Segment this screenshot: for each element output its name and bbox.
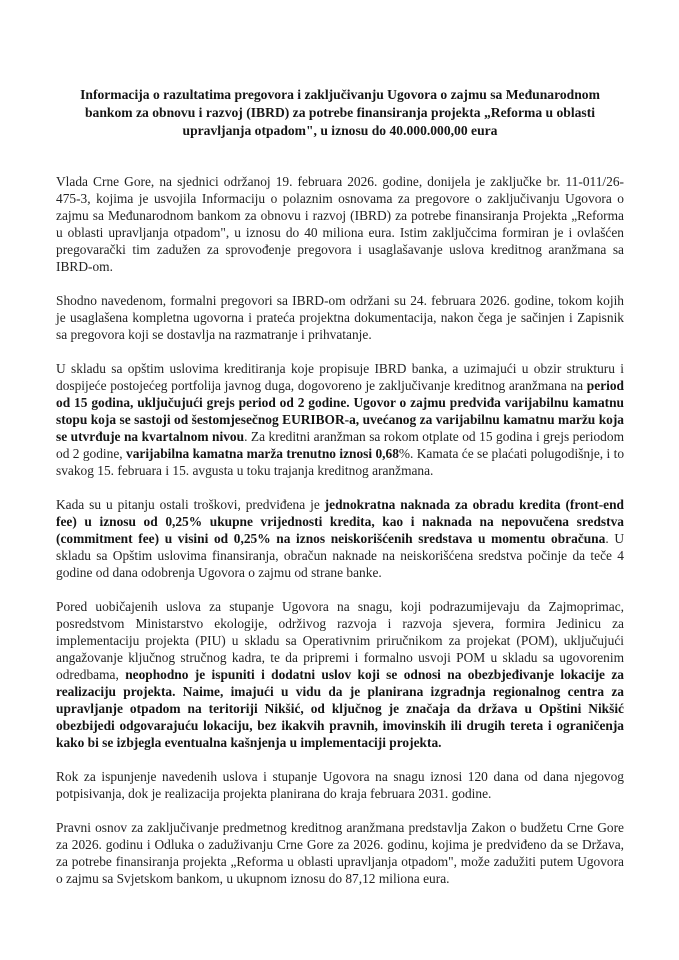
paragraph-text: Pored uobičajenih uslova za stupanje Ugovora na snagu, koji podrazumijevaju da Zajmoprimac, posredstvom Ministarstvo ekologije, održivog razvoja i razvoja sjevera, formira Jedinicu za implementaciju projekta (PIU) u skladu sa Operativnim priručnikom za projekat (POM), uključujući angažovanje ključnog stručnog kadra, te da pripremi i formalno usvoji POM u skladu sa ugovorenim odredbama,	[56, 599, 624, 682]
paragraph-text: . Za kreditni aranžman sa rokom otplate od 15 godina i grejs periodom od 2 godine,	[56, 429, 624, 461]
paragraph-deadline	[56, 768, 624, 802]
paragraph-legal-basis	[56, 819, 624, 887]
paragraph-text-bold: jednokratna naknada za obradu kredita (front-end fee) u iznosu od 0,25% ukupne vrijednosti kredita, kao i naknada na nepovučena sredstva (commitment fee) u visini od 0,25% na iznos neiskorišćenih sredstava u momentu obračuna	[56, 497, 624, 546]
document-body	[56, 173, 624, 904]
paragraph-conditions	[56, 598, 624, 751]
paragraph-text: U skladu sa opštim uslovima kreditiranja koje propisuje IBRD banka, a uzimajući u obzir strukturu i dospijeće postojećeg portfolija javnog duga, dogovoreno je zaključivanje kreditnog aranžmana na	[56, 361, 624, 393]
paragraph-text: %. Kamata će se plaćati polugodišnje, i to svakog 15. februara i 15. avgusta u toku trajanja kreditnog aranžmana.	[56, 446, 625, 478]
paragraph-text-bold: neophodno je ispuniti i dodatni uslov koji se odnosi na obezbjeđivanje lokacije za realizaciju projekta. Naime, imajući u vidu da je planirana izgradnja regionalnog centra za upravljanje otpadom na teritoriji Nikšić, od ključnog je značaja da država u Opštini Nikšić obezbijedi odgovarajuću lokaciju, bez ikakvih pravnih, imovinskih ili drugih tereta i ograničenja kako bi se izbjegla eventualna kašnjenja u implementaciji projekta.	[56, 667, 624, 750]
paragraph-text: Shodno navedenom, formalni pregovori sa IBRD-om održani su 24. februara 2026. godine, tokom kojih je usaglašena kompletna ugovorna i prateća projektna dokumentacija, nakon čega je sačinjen i Zapisnik sa pregovora koji se dostavlja na razmatranje i prihvatanje.	[56, 293, 624, 342]
document-title: Informacija o razultatima pregovora i zaključivanju Ugovora o zajmu sa Međunarodnom bankom za obnovu i razvoj (IBRD) za potrebe finansiranja projekta „Reforma u oblasti upravljanja otpadom", u iznosu do 40.000.000,00 eura	[80, 87, 600, 138]
paragraph-text: Pravni osnov za zaključivanje predmetnog kreditnog aranžmana predstavlja Zakon o budžetu Crne Gore za 2026. godinu i Odluka o zaduživanju Crne Gore za 2026. godinu, kojima je predviđeno da se Država, za potrebe finansiranja projekta „Reforma u oblasti upravljanja otpadom", može zadužiti putem Ugovora o zajmu sa Svjetskom bankom, u ukupnom iznosu do 87,12 miliona eura.	[56, 820, 624, 886]
paragraph-text: Vlada Crne Gore, na sjednici održanoj 19. februara 2026. godine, donijela je zaključke br. 11-011/26-475-3, kojima je usvojila Informaciju o polaznim osnovama za pregovore o zaključivanju Ugovora o zajmu sa Međunarodnom bankom za obnovu i razvoj (IBRD) za potrebe finansiranja Projekta „Reforma u oblasti upravljanja otpadom", u iznosu do 40 miliona eura. Istim zaključcima formiran je i ovlašćen pregovarački tim zadužen za sprovođenje pregovora i usaglašavanje uslova kreditnog aranžmana sa IBRD-om.	[56, 174, 624, 274]
paragraph-text: Rok za ispunjenje navedenih uslova i stupanje Ugovora na snagu iznosi 120 dana od dana njegovog potpisivanja, dok je realizacija projekta planirana do kraja februara 2031. godine.	[56, 769, 624, 801]
paragraph-decision	[56, 173, 624, 275]
paragraph-text-bold: period od 15 godina, uključujući grejs period od 2 godine. Ugovor o zajmu predviđa varijabilnu kamatnu stopu koja se sastoji od šestomjesečnog EURIBOR-a, uvećanog za varijabilnu kamatnu maržu koja se utvrđuje na kvartalnom nivou	[56, 378, 624, 444]
paragraph-loan-terms	[56, 360, 624, 479]
paragraph-text-bold: varijabilna kamatna marža trenutno iznosi 0,68	[126, 446, 399, 461]
paragraph-negotiations	[56, 292, 624, 343]
paragraph-text: Kada su u pitanju ostali troškovi, predviđena je	[56, 497, 325, 512]
paragraph-text: . U skladu sa Opštim uslovima finansiranja, obračun naknade na neiskorišćena sredstva počinje da teče 4 godine od dana odobrenja Ugovora o zajmu od strane banke.	[56, 531, 624, 580]
paragraph-fees	[56, 496, 624, 581]
